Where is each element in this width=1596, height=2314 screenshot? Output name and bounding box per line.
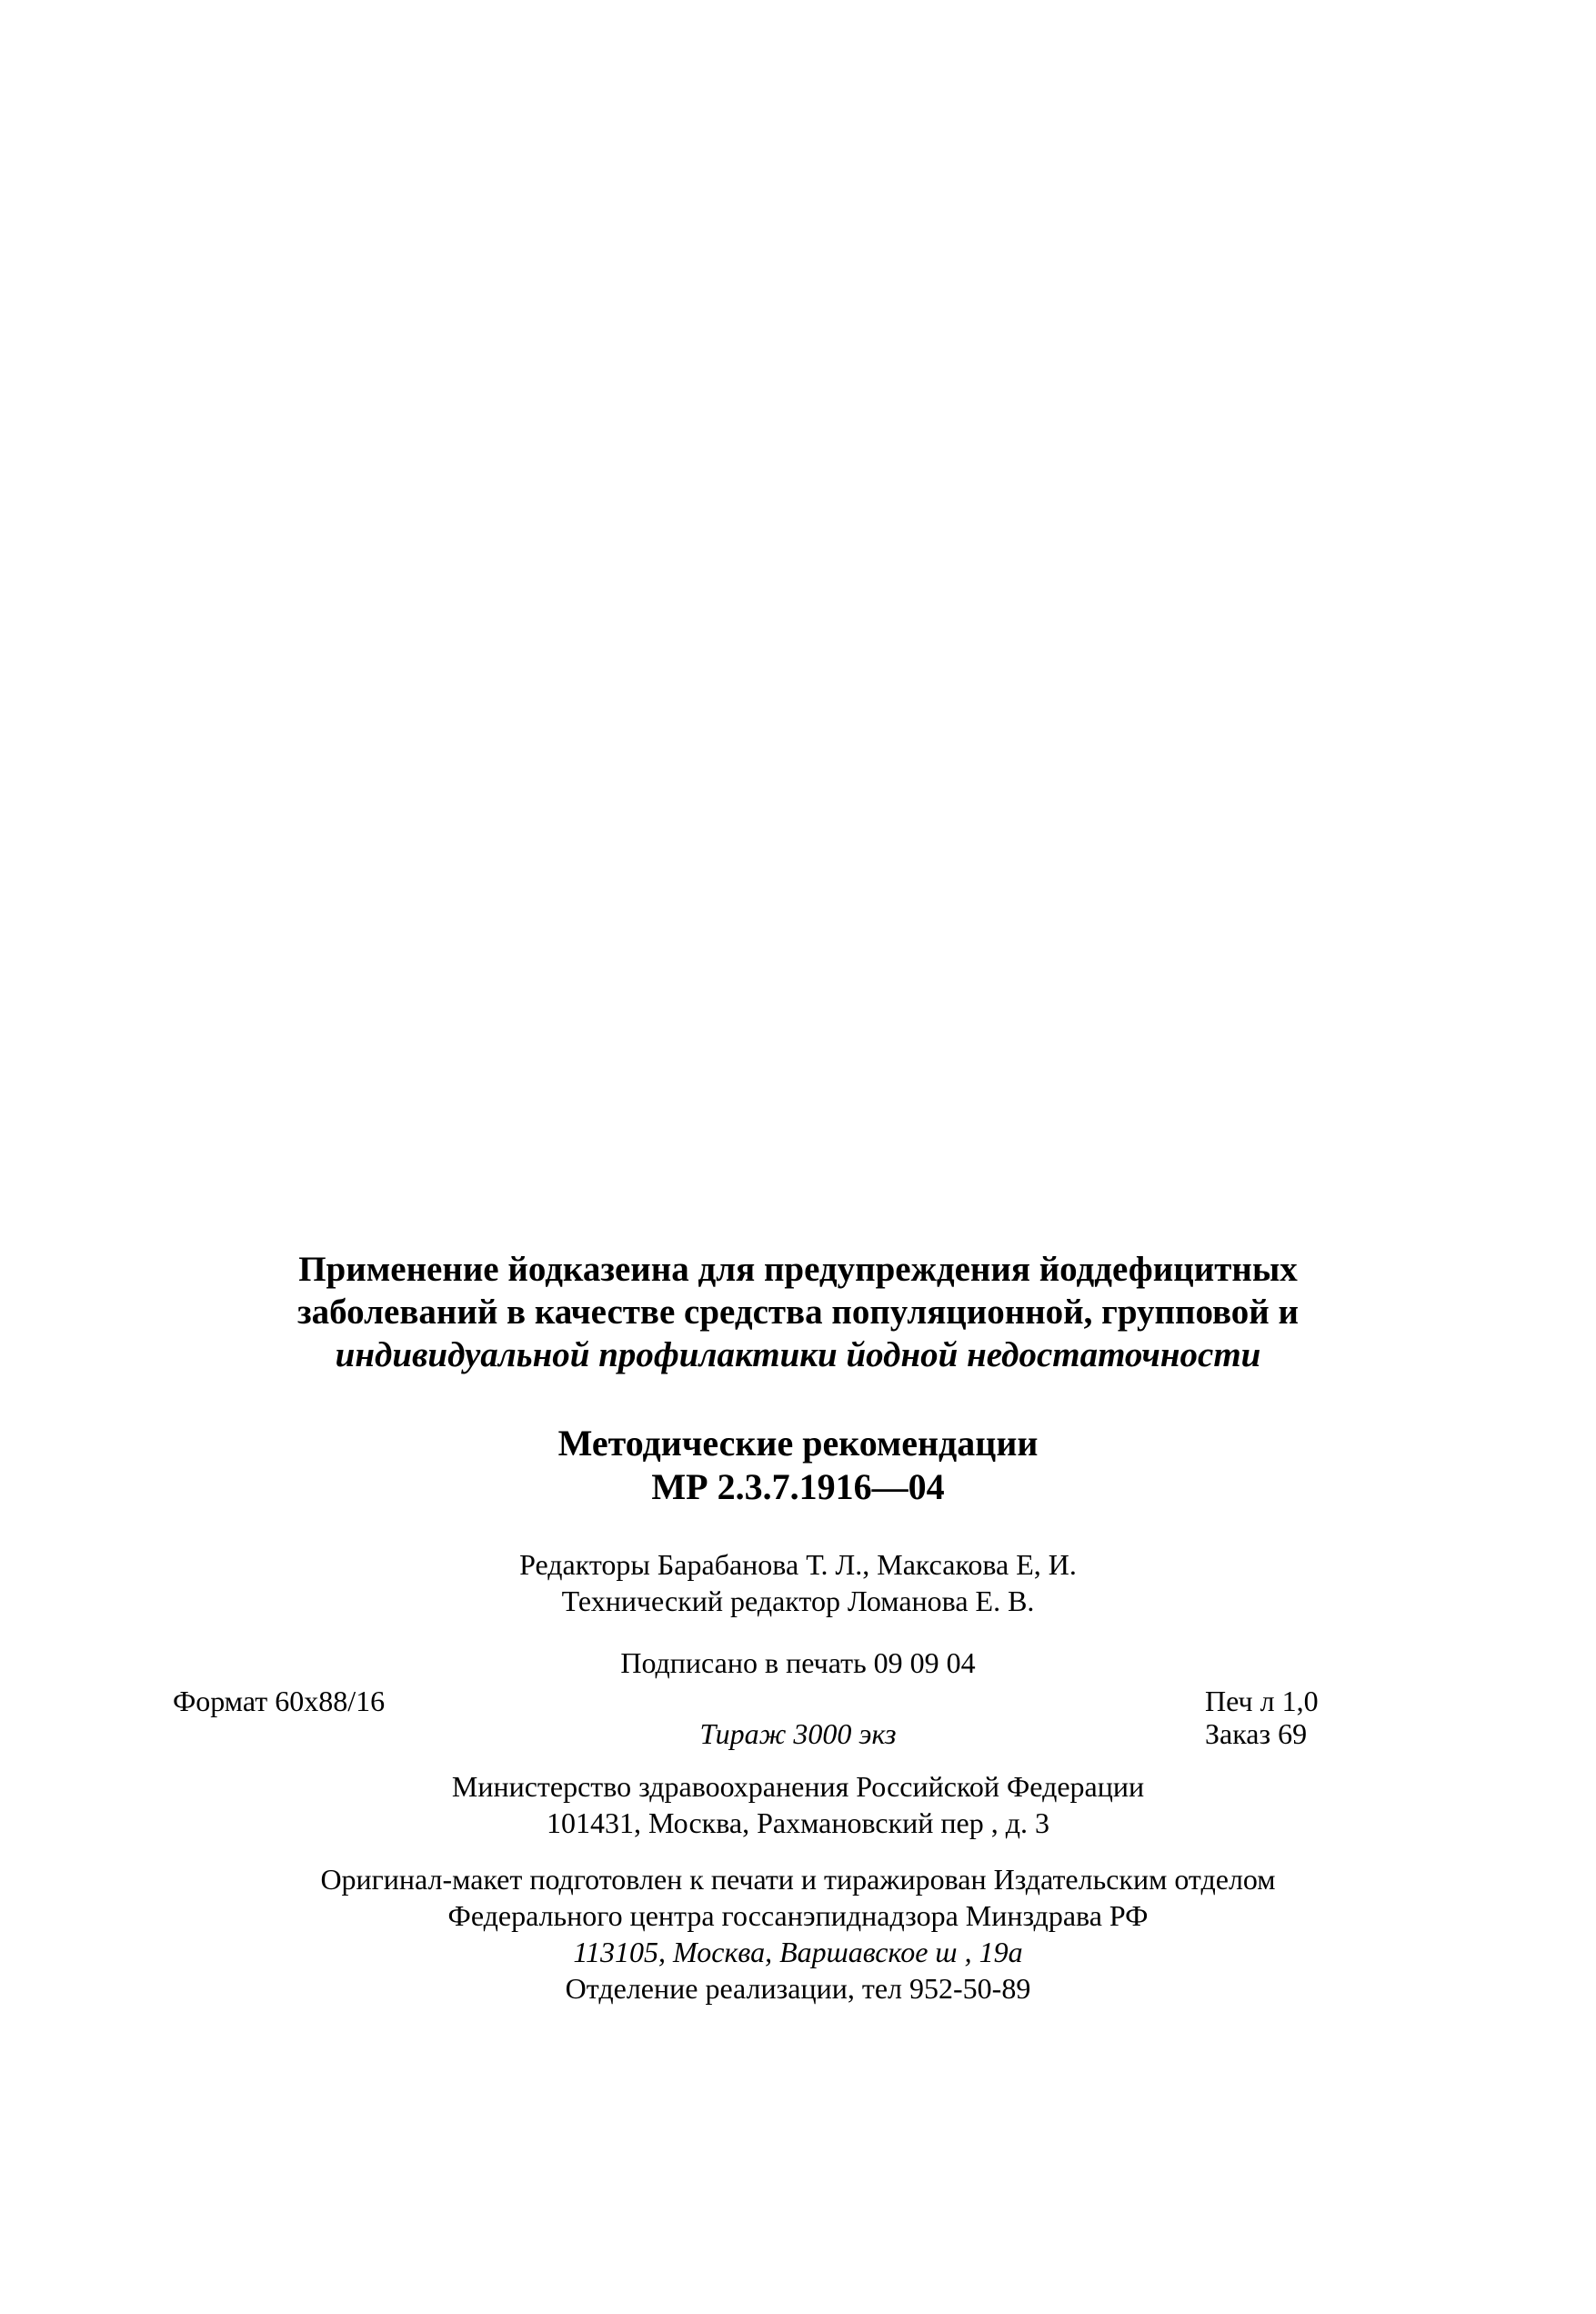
- publisher-block: [0, 1861, 1596, 2007]
- print-sheets: Печ л 1,0: [1205, 1685, 1319, 1717]
- document-subtitle: [0, 1422, 1596, 1509]
- document-number: МР 2.3.7.1916—04: [651, 1466, 945, 1507]
- paper-format: Формат 60х88/16: [173, 1685, 386, 1717]
- signed-for-print: [0, 1645, 1596, 1681]
- editors-block: [0, 1546, 1596, 1619]
- publisher-line-1: Оригинал-макет подготовлен к печати и тиражирован Издательским отделом: [320, 1863, 1276, 1896]
- title-line-2: заболеваний в качестве средства популяционной, групповой и: [296, 1293, 1299, 1332]
- ministry-address: 101431, Москва, Рахмановский пер , д. 3: [547, 1806, 1049, 1839]
- order-number: Заказ 69: [1205, 1717, 1308, 1750]
- signed-date: Подписано в печать 09 09 04: [620, 1646, 976, 1679]
- publisher-address: 113105, Москва, Варшавское ш , 19а: [573, 1936, 1023, 1968]
- ministry-block: [0, 1768, 1596, 1841]
- document-type: Методические рекомендации: [557, 1423, 1039, 1464]
- ministry-name: Министерство здравоохранения Российской Федерации: [451, 1770, 1145, 1803]
- technical-editor-line: Технический редактор Ломанова Е. В.: [561, 1585, 1035, 1617]
- print-run: [0, 1715, 1596, 1752]
- print-run-value: Тираж 3000 экз: [699, 1717, 897, 1750]
- document-title: [0, 1248, 1596, 1376]
- title-line-3: индивидуальной профилактики йодной недостаточности: [335, 1335, 1261, 1374]
- editors-line: Редакторы Барабанова Т. Л., Максакова Е, И.: [519, 1548, 1077, 1581]
- sales-department: Отделение реализации, тел 952-50-89: [565, 1972, 1031, 2005]
- publisher-line-2: Федерального центра госсанэпиднадзора Минздрава РФ: [447, 1899, 1149, 1932]
- title-line-1: Применение йодказеина для предупреждения йоддефицитных: [298, 1250, 1298, 1289]
